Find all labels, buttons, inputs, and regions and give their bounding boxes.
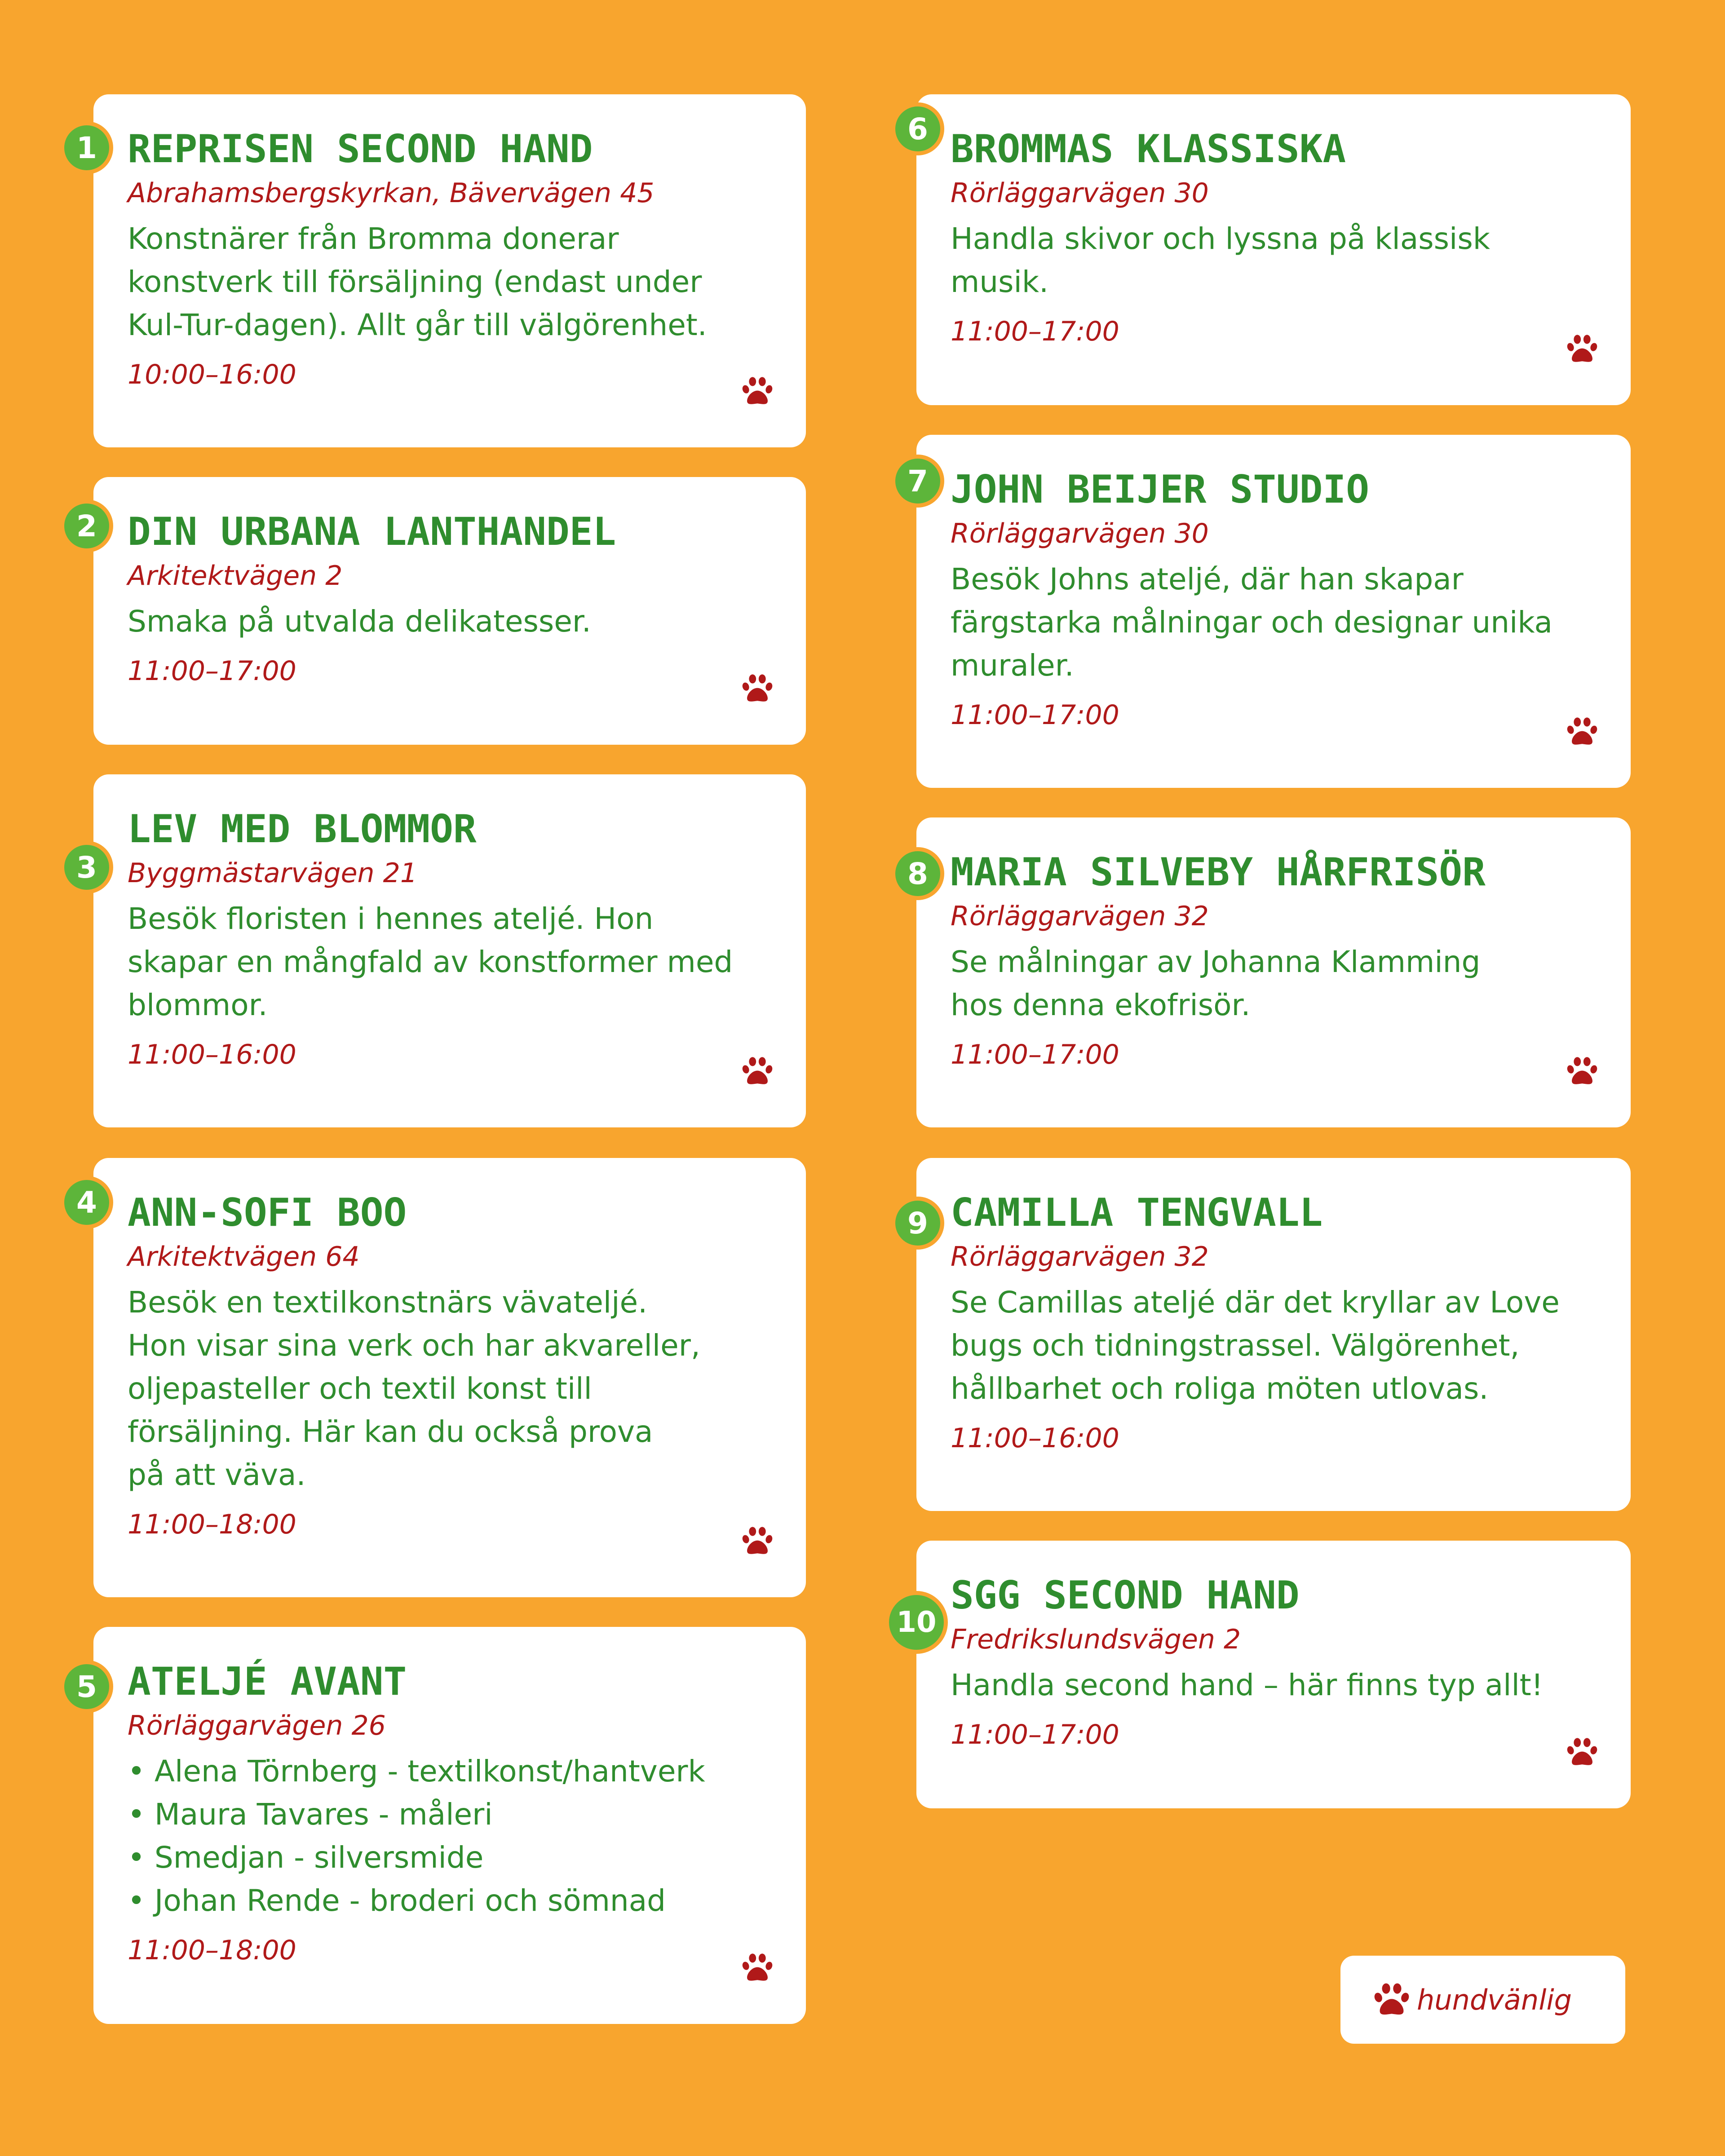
listing-card-4 xyxy=(93,1158,806,1597)
description-line: • Maura Tavares - måleri xyxy=(128,1797,493,1832)
paw-icon xyxy=(1566,334,1598,364)
listing-address: Rörläggarvägen 32 xyxy=(951,901,1209,932)
listing-card-10 xyxy=(916,1541,1631,1808)
description-line: Konstnärer från Bromma donerar xyxy=(128,221,619,256)
description-line: • Johan Rende - broderi och sömnad xyxy=(128,1883,666,1918)
listing-hours: 11:00–16:00 xyxy=(951,1423,1119,1454)
listing-card-6 xyxy=(916,94,1631,405)
description-line: hållbarhet och roliga möten utlovas. xyxy=(951,1371,1489,1406)
description-line: Hon visar sina verk och har akvareller, xyxy=(128,1328,700,1363)
listing-address: Byggmästarvägen 21 xyxy=(128,857,417,889)
listing-hours: 11:00–17:00 xyxy=(951,316,1119,347)
listing-title: ATELJÉ AVANT xyxy=(128,1659,407,1704)
description-line: på att väva. xyxy=(128,1458,306,1492)
description-line: skapar en mångfald av konstformer med xyxy=(128,945,733,979)
description-line: Besök Johns ateljé, där han skapar xyxy=(951,562,1464,596)
listing-title: DIN URBANA LANTHANDEL xyxy=(128,509,616,554)
listing-number-badge: 8 xyxy=(891,847,944,900)
listing-address: Fredrikslundsvägen 2 xyxy=(951,1624,1241,1655)
listing-card-3 xyxy=(93,774,806,1127)
listing-number-badge: 9 xyxy=(891,1197,944,1250)
description-line: konstverk till försäljning (endast under xyxy=(128,265,702,299)
description-line: Handla second hand – här finns typ allt! xyxy=(951,1668,1544,1702)
listing-address: Arkitektvägen 2 xyxy=(128,560,343,592)
paw-icon xyxy=(741,1953,774,1983)
listing-number-badge: 4 xyxy=(60,1176,113,1229)
listing-hours: 11:00–17:00 xyxy=(128,655,296,687)
description-line: Handla skivor och lyssna på klassisk xyxy=(951,221,1490,256)
listing-hours: 11:00–17:00 xyxy=(951,699,1119,731)
listing-description xyxy=(951,941,1597,1027)
listing-description xyxy=(128,217,772,347)
listing-title: SGG SECOND HAND xyxy=(951,1573,1300,1618)
listing-card-2 xyxy=(93,477,806,745)
listing-address: Rörläggarvägen 30 xyxy=(951,518,1209,549)
listing-number-badge: 6 xyxy=(891,102,944,155)
listing-title: BROMMAS KLASSISKA xyxy=(951,127,1346,172)
listing-hours: 11:00–18:00 xyxy=(128,1509,296,1540)
description-line: hos denna ekofrisör. xyxy=(951,988,1251,1022)
listing-description xyxy=(128,1281,772,1497)
listing-hours: 10:00–16:00 xyxy=(128,359,296,390)
legend-label: hundvänlig xyxy=(1417,1983,1572,2016)
description-line: försäljning. Här kan du också prova xyxy=(128,1414,653,1449)
listing-number-badge: 2 xyxy=(60,499,113,552)
listing-hours: 11:00–16:00 xyxy=(128,1039,296,1070)
listing-hours: 11:00–17:00 xyxy=(951,1719,1119,1750)
paw-icon xyxy=(741,1526,774,1556)
listing-title: JOHN BEIJER STUDIO xyxy=(951,467,1369,512)
listing-number-badge: 5 xyxy=(60,1660,113,1713)
listing-description xyxy=(128,600,772,643)
listing-address: Rörläggarvägen 26 xyxy=(128,1710,386,1741)
description-line: • Alena Törnberg - textilkonst/hantverk xyxy=(128,1754,705,1789)
description-line: Besök floristen i hennes ateljé. Hon xyxy=(128,901,654,936)
listing-description xyxy=(128,1750,772,1922)
listing-hours: 11:00–18:00 xyxy=(128,1935,296,1966)
listing-description xyxy=(951,217,1597,304)
listing-description xyxy=(951,1281,1597,1410)
listing-address: Rörläggarvägen 32 xyxy=(951,1241,1209,1272)
description-line: • Smedjan - silversmide xyxy=(128,1840,484,1875)
listing-title: REPRISEN SECOND HAND xyxy=(128,127,593,172)
description-line: färgstarka målningar och designar unika xyxy=(951,605,1552,640)
listing-address: Rörläggarvägen 30 xyxy=(951,177,1209,209)
listing-title: LEV MED BLOMMOR xyxy=(128,807,477,852)
listing-description xyxy=(128,897,772,1027)
listing-address: Abrahamsbergskyrkan, Bävervägen 45 xyxy=(128,177,655,209)
listing-address: Arkitektvägen 64 xyxy=(128,1241,360,1272)
description-line: Besök en textilkonstnärs vävateljé. xyxy=(128,1285,648,1320)
description-line: oljepasteller och textil konst till xyxy=(128,1371,592,1406)
listing-card-1 xyxy=(93,94,806,447)
description-line: Se målningar av Johanna Klamming xyxy=(951,945,1481,979)
description-line: Kul-Tur-dagen). Allt går till välgörenhet. xyxy=(128,308,707,342)
listing-card-9 xyxy=(916,1158,1631,1511)
listing-number-badge: 10 xyxy=(885,1591,948,1654)
description-line: blommor. xyxy=(128,988,268,1022)
listing-title: MARIA SILVEBY HÅRFRISÖR xyxy=(951,850,1486,895)
legend xyxy=(1340,1956,1625,2044)
paw-icon xyxy=(741,1056,774,1086)
paw-icon xyxy=(1373,1983,1411,2017)
description-line: muraler. xyxy=(951,648,1074,683)
paw-icon xyxy=(1566,1056,1598,1086)
listing-number-badge: 3 xyxy=(60,841,113,894)
description-line: musik. xyxy=(951,265,1049,299)
listing-description xyxy=(951,558,1597,687)
listing-title: ANN-SOFI BOO xyxy=(128,1190,407,1235)
listing-card-8 xyxy=(916,817,1631,1127)
listing-card-7 xyxy=(916,435,1631,788)
paw-icon xyxy=(1566,1737,1598,1767)
listing-description xyxy=(951,1664,1597,1707)
description-line: bugs och tidningstrassel. Välgörenhet, xyxy=(951,1328,1520,1363)
listing-number-badge: 1 xyxy=(60,121,113,174)
description-line: Se Camillas ateljé där det kryllar av Love xyxy=(951,1285,1560,1320)
listing-card-5 xyxy=(93,1627,806,2024)
listing-title: CAMILLA TENGVALL xyxy=(951,1190,1323,1235)
paw-icon xyxy=(741,376,774,406)
paw-icon xyxy=(741,674,774,703)
paw-icon xyxy=(1566,717,1598,747)
description-line: Smaka på utvalda delikatesser. xyxy=(128,604,591,639)
listing-hours: 11:00–17:00 xyxy=(951,1039,1119,1070)
listing-number-badge: 7 xyxy=(891,455,944,508)
